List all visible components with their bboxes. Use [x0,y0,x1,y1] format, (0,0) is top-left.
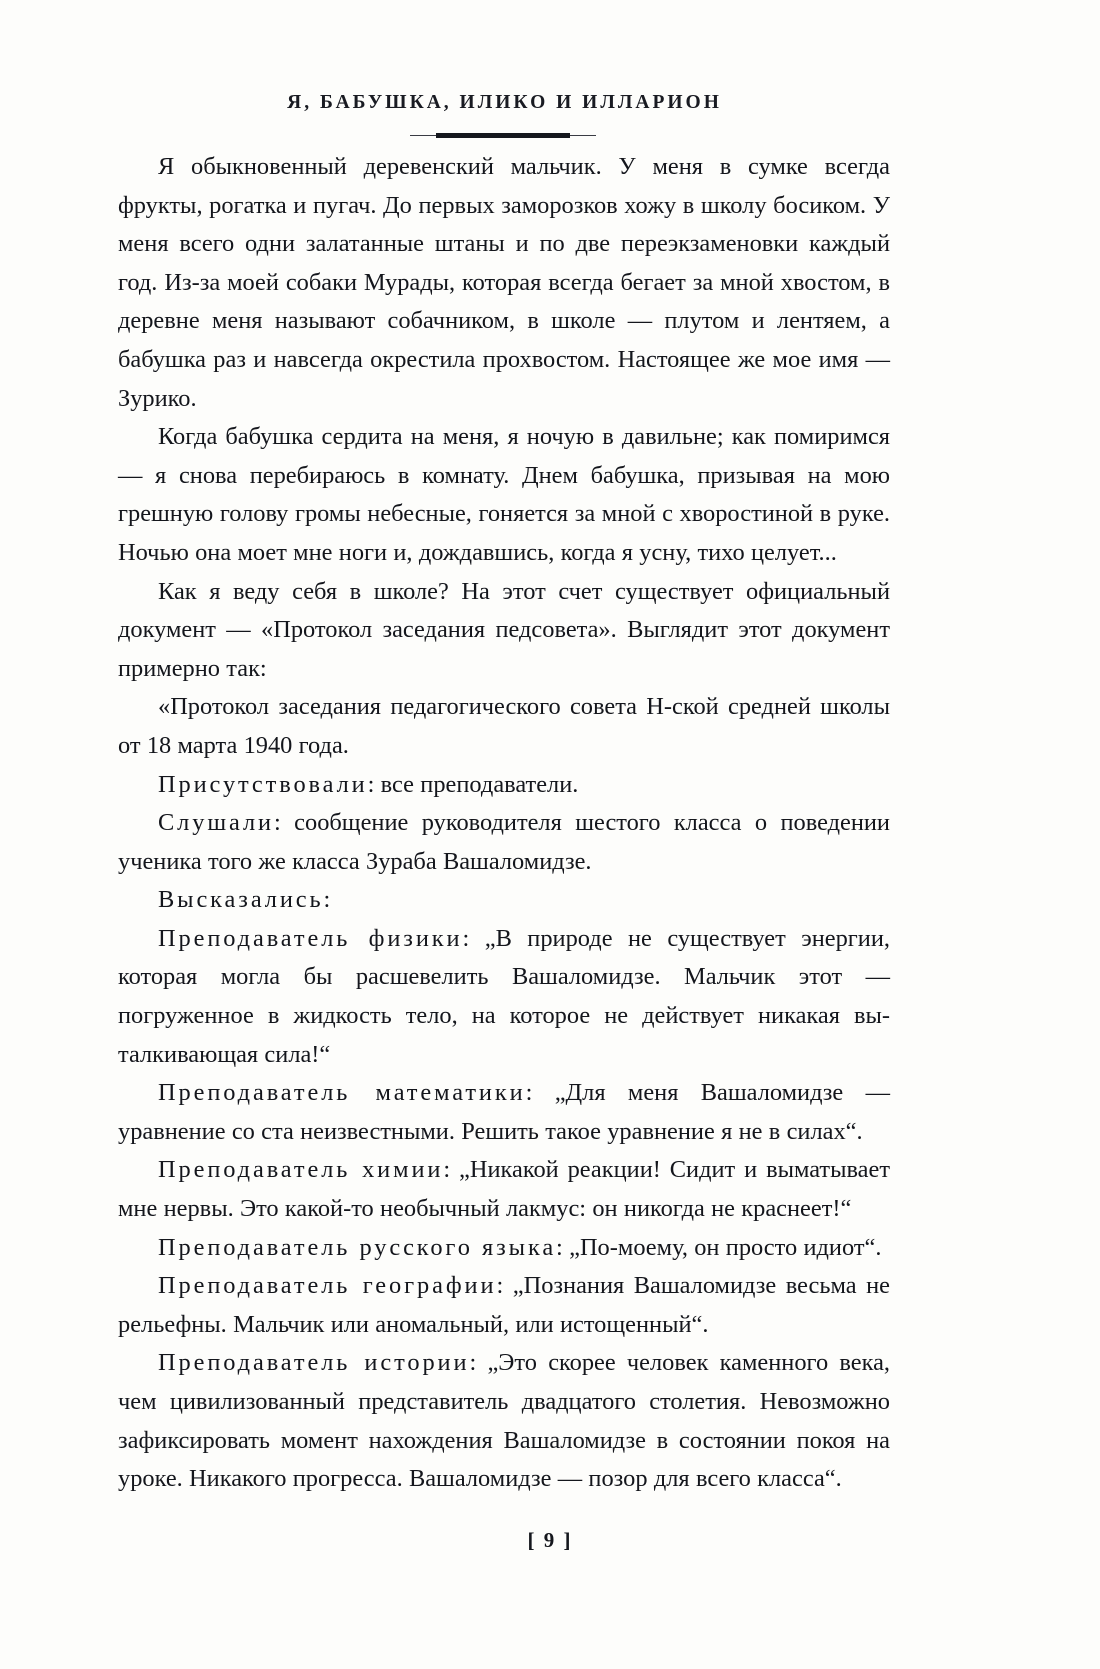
tapered-rule-ornament-icon [410,131,596,140]
paragraph [118,1344,890,1498]
paragraph [118,1229,890,1268]
paragraph [118,1151,890,1228]
paragraph-text: Я обыкновенный деревенский мальчик. У меня в сумке всегда фрукты, рогатка и пугач. До первых заморозков хожу в школу босиком. У меня всего одни залатанные штаны и по две переэкзаменовки каждый год. Из-за моей собаки Мурады, которая всегда бегает за мной хвостом, в деревне меня называют собачником, в школе — плутом и лентяем, а бабушка раз и навсегда окрестила прохвостом. Настоящее же мое имя — Зурико. [118,153,890,412]
paragraph [118,1267,890,1344]
running-head-block [118,92,888,140]
paragraph-text: «Протокол заседания педагогического совета Н-ской средней школы от 18 марта 1940 года. [118,693,890,759]
spaced-emphasis-label: Преподаватель истории [158,1349,470,1377]
paragraph [118,148,890,418]
paragraph-text: : сообщение руководителя шестого класса о поведении ученика того же класса Зураба Вашаломидзе. [118,809,890,875]
spaced-emphasis-label: Преподаватель русского языка [158,1233,557,1261]
paragraph-text: : все преподаватели. [367,770,579,798]
paragraph-text: : [323,886,331,914]
spaced-emphasis-label: Преподаватель географии [158,1272,497,1300]
paragraph [118,881,890,920]
paragraph [118,766,890,805]
paragraph-text: Как я веду себя в школе? На этот счет существует официальный документ — «Протокол заседания педсовета». Выглядит этот документ примерно так: [118,577,890,682]
paragraph-text: Когда бабушка сердита на меня, я ночую в давильне; как помиримся — я снова перебираюсь в комнату. Днем бабушка, призывая на мою грешную голову громы небесные, гоняется за мной с хворостиной в руке. Ночью она моет мне ноги и, дождавшись, когда я усну, тихо целует... [118,423,890,566]
spaced-emphasis-label: Слушали [158,809,274,837]
paragraph [118,418,890,572]
paragraph [118,920,890,1074]
paragraph-text: : „Познания Вашаломидзе весьма не рельефны. Мальчик или аномальный, или истощенный“. [118,1272,890,1338]
rule-thick-line [436,133,570,138]
spaced-emphasis-label: Преподаватель математики [158,1079,526,1107]
paragraph-text: : „Для меня Вашаломидзе — уравнение со ста неизвестными. Решить такое уравнение я не в силах“. [118,1079,890,1145]
spaced-emphasis-label: Высказались [158,886,324,914]
paragraph-text: : „Это скорее человек каменного века, чем цивилизованный представитель двадцатого столетия. Невозможно зафиксировать момент нахождения Вашаломидзе в состоянии покоя на уроке. Никакого прогресса. Вашаломидзе — позор для всего класса“. [118,1349,890,1493]
running-head: Я, БАБУШКА, ИЛИКО И ИЛЛАРИОН [287,92,722,113]
paragraph [118,804,890,881]
paragraph-text: : „Никакой реакции! Сидит и выматывает мне нервы. Это какой-то необычный лакмус: он никогда не краснеет!“ [118,1156,890,1223]
page-number: [ 9 ] [527,1528,573,1552]
paragraph [118,688,890,765]
paragraph [118,1074,890,1151]
paragraph-text: : „По-моему, он просто идиот“. [556,1233,882,1261]
spaced-emphasis-label: Преподаватель физики [158,924,463,952]
spaced-emphasis-label: Присутствовали [158,770,368,798]
paragraph [118,573,890,689]
text-column [118,148,890,1499]
paragraph-text: : „В природе не существует энергии, которая могла бы расшевелить Вашаломидзе. Мальчик этот — погруженное в жидкость тело, на которое не действует никакая выталкивающая сила!“ [118,924,890,1068]
spaced-emphasis-label: Преподаватель химии [158,1156,444,1184]
